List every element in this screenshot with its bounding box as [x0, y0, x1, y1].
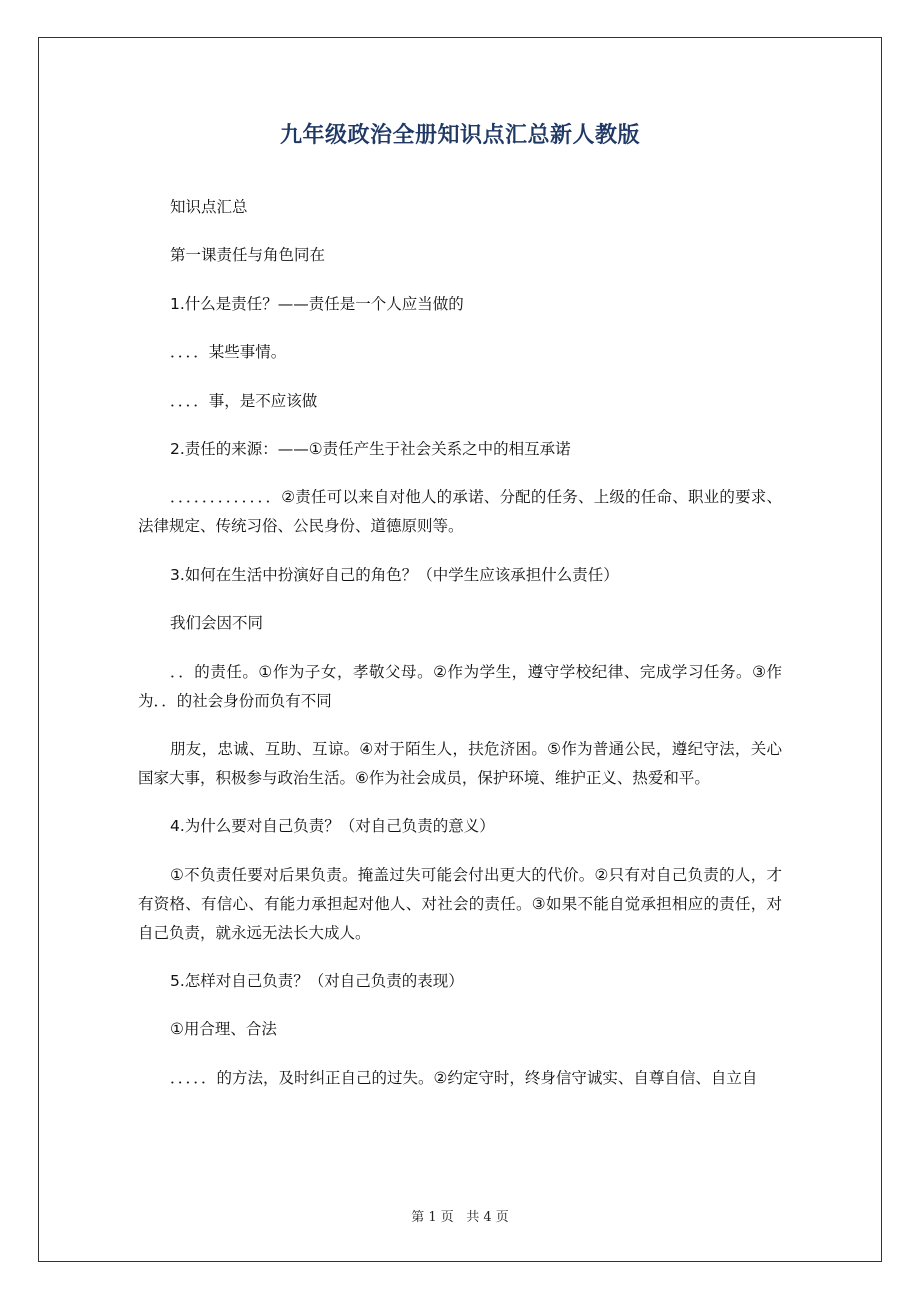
- page-total: 共 4 页: [466, 1210, 509, 1225]
- paragraph: 5.怎样对自己负责？（对自己负责的表现）: [170, 972, 464, 991]
- paragraph: ．．．．．．．．．．．．．②责任可以来自对他人的承诺、分配的任务、上级的任命、职业的要求、法律规定、传统习俗、公民身份、道德原则等。: [138, 488, 782, 536]
- paragraph: 朋友，忠诚、互助、互谅。④对于陌生人，扶危济困。⑤作为普通公民，遵纪守法，关心国家大事，积极参与政治生活。⑥作为社会成员，保护环境、维护正义、热爱和平。: [138, 739, 782, 787]
- paragraph: ①不负责任要对后果负责。掩盖过失可能会付出更大的代价。②只有对自己负责的人，才有资格、有信心、有能力承担起对他人、对社会的责任。③如果不能自觉承担相应的责任，对自己负责，就永远无法长大成人。: [138, 865, 782, 942]
- paragraph: 1.什么是责任？——责任是一个人应当做的: [170, 294, 464, 313]
- paragraph: 第一课责任与角色同在: [170, 246, 326, 265]
- paragraph: 4.为什么要对自己负责？（对自己负责的意义）: [170, 817, 495, 836]
- paragraph: 3.如何在生活中扮演好自己的角色？（中学生应该承担什么责任）: [170, 565, 619, 584]
- paragraph: 知识点汇总: [170, 198, 248, 216]
- paragraph: ．．．．事，是不应该做: [170, 391, 318, 410]
- paragraph: 我们会因不同: [170, 614, 264, 633]
- paragraph: ．．．．某些事情。: [170, 343, 287, 362]
- paragraph: ．．．．．的方法，及时纠正自己的过失。②约定守时，终身信守诚实、自尊自信、自立自: [170, 1068, 758, 1087]
- document-title: 九年级政治全册知识点汇总新人教版: [279, 123, 640, 148]
- paragraph: ．．的责任。①作为子女，孝敬父母。②作为学生，遵守学校纪律、完成学习任务。③作为．．的社会身份而负有不同: [138, 662, 782, 710]
- page-footer: [0, 1206, 920, 1225]
- paragraph: ①用合理、合法: [170, 1020, 277, 1039]
- page-number: 第 1 页: [411, 1210, 454, 1225]
- paragraph: 2.责任的来源：——①责任产生于社会关系之中的相互承诺: [170, 439, 571, 458]
- document-body: [138, 193, 782, 1112]
